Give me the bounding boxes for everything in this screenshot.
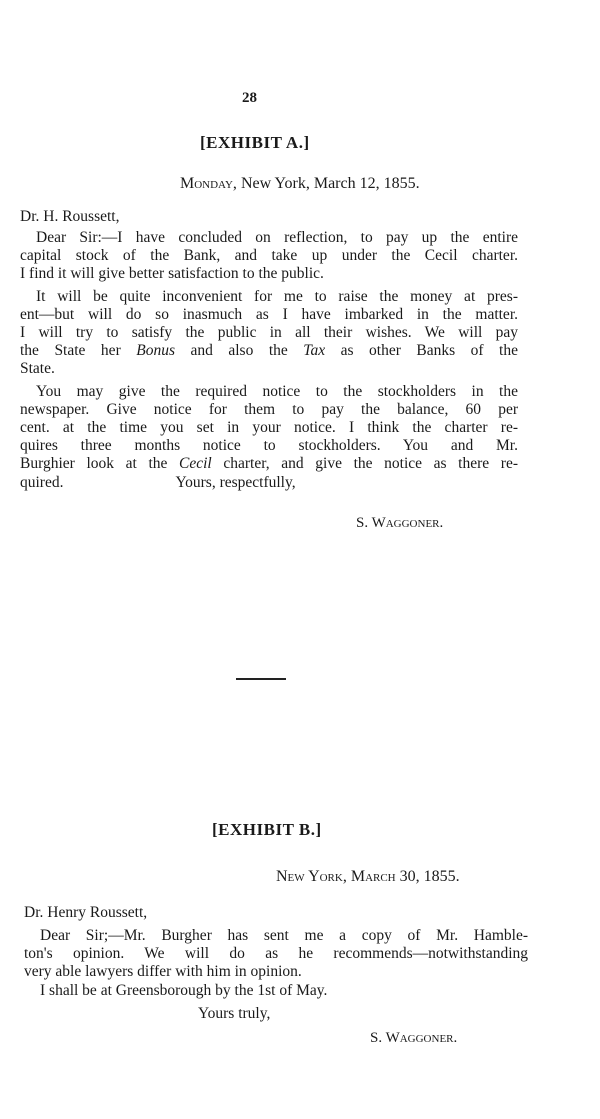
- bonus-word: Bonus: [136, 342, 175, 360]
- text-line: You may give the required notice to the stockholders in the: [36, 382, 518, 400]
- text-line: capital stock of the Bank, and take up under the Cecil charter.: [20, 247, 518, 265]
- exhibit-a-closing: Yours, respectfully,: [175, 473, 296, 491]
- cecil-word: Cecil: [179, 455, 212, 473]
- exhibit-b-body: [24, 927, 528, 1004]
- text-line: [20, 474, 518, 492]
- text-run: charter, and give the notice as there re-: [211, 455, 518, 473]
- text-run: as other Banks of the: [325, 342, 518, 360]
- exhibit-b-title: [EXHIBIT B.]: [212, 820, 322, 839]
- text-line: I will try to satisfy the public in all their wishes. We will pay: [20, 324, 518, 342]
- text-run: Burghier look at the: [20, 455, 180, 473]
- exhibit-a-body: [20, 229, 518, 496]
- tax-word: Tax: [303, 342, 326, 360]
- text-line: very able lawyers differ with him in opinion.: [24, 963, 302, 981]
- text-line: ent—but will do so inasmuch as I have imbarked in the matter.: [20, 305, 518, 323]
- exhibit-b-salutation: Dr. Henry Roussett,: [24, 904, 148, 921]
- text-line: It will be quite inconvenient for me to raise the money at pres-: [36, 287, 518, 305]
- exhibit-a-paragraph-3: [20, 383, 518, 492]
- exhibit-a-paragraph-1: [20, 229, 518, 284]
- exhibit-a-dateline: [180, 175, 420, 193]
- text-line: cent. at the time you set in your notice. I think the charter re-: [20, 419, 518, 437]
- text-line: I shall be at Greensborough by the 1st of May.: [40, 981, 328, 999]
- exhibit-a-date-day: Monday,: [180, 175, 237, 192]
- text-line: State.: [20, 360, 55, 378]
- text-line: Dear Sir:—I have concluded on reflection, to pay up the entire: [36, 229, 518, 246]
- text-line: [20, 342, 518, 360]
- text-run: quired.: [20, 473, 64, 491]
- text-line: Dear Sir;—Mr. Burgher has sent me a copy of Mr. Hamble-: [40, 927, 528, 944]
- text-run: the State her: [20, 342, 137, 360]
- text-line: ton's opinion. We will do as he recommends—notwithstanding: [24, 945, 528, 963]
- exhibit-a-salutation: Dr. H. Roussett,: [20, 208, 120, 225]
- exhibit-b-signature: S. Waggoner.: [370, 1030, 458, 1046]
- exhibit-a-signature: S. Waggoner.: [356, 515, 444, 531]
- exhibit-b-dateline: New York, March 30, 1855.: [276, 868, 460, 885]
- exhibit-b-closing: Yours truly,: [198, 1005, 271, 1022]
- text-line: quires three months notice to stockholders. You and Mr.: [20, 437, 518, 455]
- exhibit-b-paragraph: [24, 927, 528, 1000]
- text-line: I find it will give better satisfaction to the public.: [20, 265, 324, 283]
- section-divider: [236, 678, 286, 680]
- text-line: [20, 455, 518, 473]
- exhibit-a-date-rest: New York, March 12, 1855.: [240, 175, 420, 192]
- text-line: newspaper. Give notice for them to pay the balance, 60 per: [20, 400, 518, 418]
- text-run: and also the: [174, 342, 304, 360]
- exhibit-a-title: [EXHIBIT A.]: [200, 133, 310, 152]
- page-number: 28: [242, 90, 257, 106]
- exhibit-a-paragraph-2: [20, 288, 518, 379]
